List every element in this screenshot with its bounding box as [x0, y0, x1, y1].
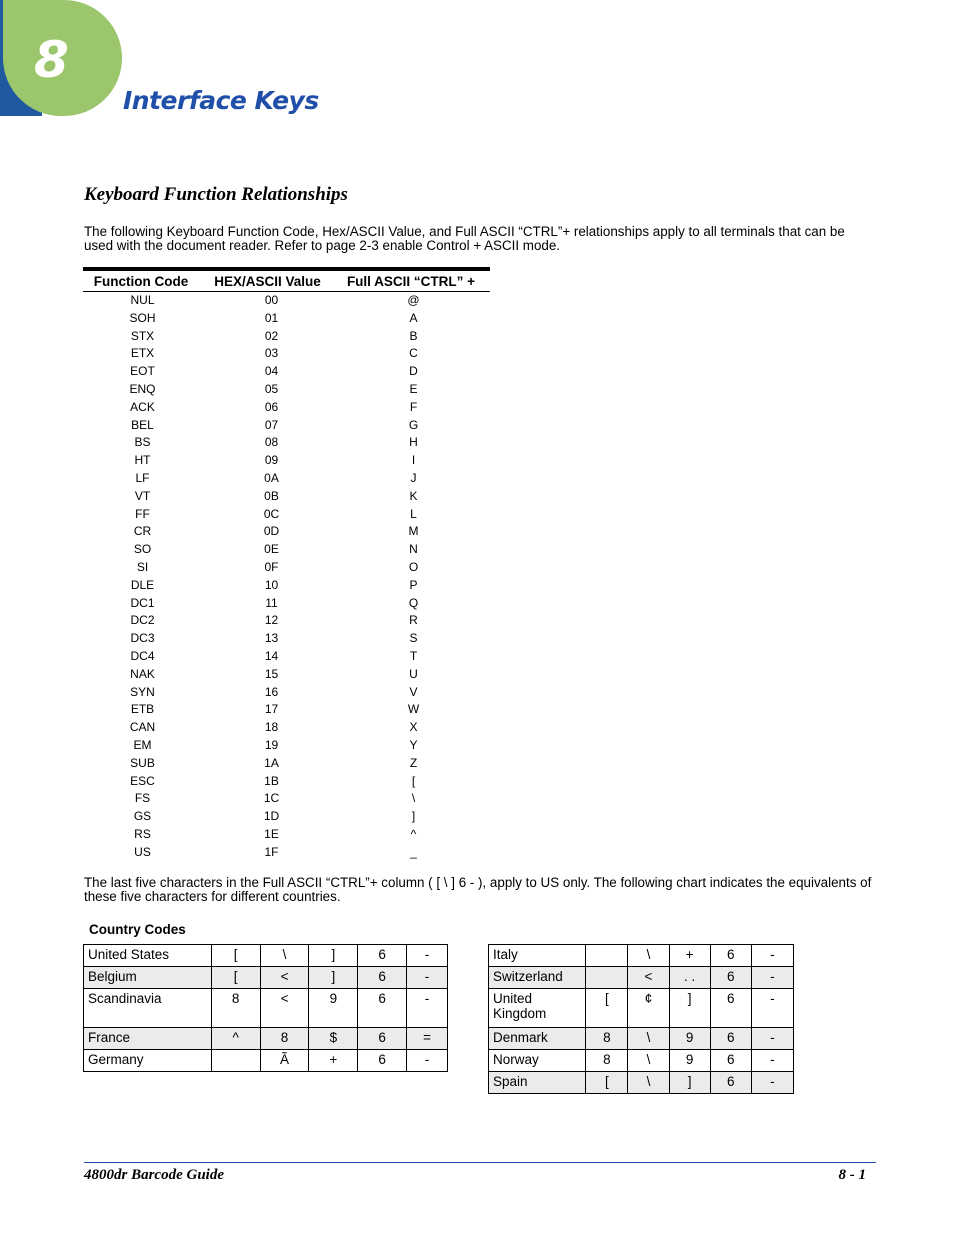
country-char-cell: 8	[586, 1028, 628, 1050]
country-codes-label: Country Codes	[89, 922, 186, 937]
table-row	[83, 470, 490, 488]
country-char-cell: -	[407, 989, 448, 1028]
table-row	[83, 773, 490, 791]
function-code-cell: SUB	[130, 755, 155, 770]
country-char-cell: 6	[358, 967, 407, 989]
ctrl-char-cell: D	[409, 364, 418, 379]
ctrl-char-cell: J	[410, 470, 417, 485]
function-code-cell: HT	[134, 453, 151, 468]
hex-value-cell: 0B	[264, 488, 279, 503]
country-char-cell: 8	[211, 989, 260, 1028]
ctrl-char-cell: ^	[410, 826, 417, 841]
ctrl-char-cell: U	[409, 666, 418, 681]
country-row	[489, 967, 794, 989]
hex-value-cell: 1C	[263, 791, 280, 806]
country-row	[489, 1072, 794, 1094]
hex-value-cell: 0A	[264, 470, 279, 485]
hex-value-cell: 0C	[263, 506, 280, 521]
function-code-cell: DC2	[130, 613, 155, 628]
ctrl-char-cell: N	[409, 542, 418, 557]
table-row	[83, 595, 490, 613]
table-row	[83, 737, 490, 755]
country-row	[84, 1028, 448, 1050]
hex-value-cell: 18	[264, 720, 279, 735]
table-row	[83, 488, 490, 506]
ctrl-char-cell: Y	[409, 737, 418, 752]
table-row	[83, 684, 490, 702]
function-code-cell: ACK	[130, 399, 155, 414]
function-code-cell: FF	[135, 506, 150, 521]
country-char-cell: +	[309, 1050, 358, 1072]
intro-paragraph: The following Keyboard Function Code, Hex/ASCII Value, and Full ASCII “CTRL”+ relationships apply to all terminals that can be used with the document reader. Refer to page 2-3 enable Control + ASCII mode.	[84, 224, 845, 253]
ctrl-char-cell: X	[409, 720, 418, 735]
country-char-cell: 6	[710, 1050, 751, 1072]
country-row	[489, 1028, 794, 1050]
function-code-cell: STX	[130, 328, 155, 343]
function-code-cell: ENQ	[129, 381, 156, 396]
hex-value-cell: 02	[264, 328, 279, 343]
table-row	[83, 612, 490, 630]
hex-value-cell: 1D	[263, 809, 280, 824]
page-number: 8 - 1	[838, 1167, 866, 1183]
ctrl-char-cell: A	[409, 310, 418, 325]
hex-value-cell: 1E	[264, 826, 279, 841]
country-char-cell: -	[407, 967, 448, 989]
hex-value-cell: 08	[264, 435, 279, 450]
table-row	[83, 345, 490, 363]
country-char-cell: 6	[358, 1028, 407, 1050]
country-char-cell: \	[628, 1072, 669, 1094]
country-char-cell: Ã	[260, 1050, 309, 1072]
function-code-cell: CAN	[129, 720, 156, 735]
country-char-cell: 6	[358, 945, 407, 967]
country-char-cell: 6	[710, 945, 751, 967]
country-char-cell: 8	[260, 1028, 309, 1050]
country-char-cell: <	[260, 967, 309, 989]
table-row	[83, 648, 490, 666]
country-char-cell: 6	[710, 1072, 751, 1094]
function-code-cell: SI	[136, 559, 149, 574]
country-char-cell: . .	[669, 967, 710, 989]
table-row	[83, 506, 490, 524]
ctrl-char-cell: S	[409, 631, 418, 646]
ctrl-char-cell: F	[409, 399, 418, 414]
function-code-cell: BS	[134, 435, 151, 450]
hex-value-cell: 07	[264, 417, 279, 432]
ctrl-char-cell: G	[408, 417, 419, 432]
function-table-header	[83, 271, 490, 292]
function-code-cell: SOH	[129, 310, 156, 325]
function-code-cell: DC4	[130, 648, 155, 663]
country-name-cell: United States	[84, 945, 212, 967]
function-code-cell: CR	[133, 524, 152, 539]
table-row	[83, 826, 490, 844]
ctrl-char-cell: I	[411, 453, 416, 468]
country-char-cell	[586, 967, 628, 989]
hex-value-cell: 0D	[263, 524, 280, 539]
function-code-cell: RS	[134, 826, 151, 841]
hex-value-cell: 17	[264, 702, 279, 717]
country-char-cell: <	[260, 989, 309, 1028]
hex-value-cell: 13	[264, 631, 279, 646]
country-name-cell: Norway	[489, 1050, 586, 1072]
table-row	[83, 328, 490, 346]
ctrl-char-cell: K	[409, 488, 418, 503]
header-hex-ascii: HEX/ASCII Value	[214, 273, 321, 289]
function-code-cell: ESC	[130, 773, 155, 788]
ctrl-char-cell: T	[409, 648, 418, 663]
hex-value-cell: 06	[264, 399, 279, 414]
country-char-cell: $	[309, 1028, 358, 1050]
country-char-cell: [	[211, 967, 260, 989]
country-char-cell: ^	[211, 1028, 260, 1050]
country-char-cell: ]	[309, 945, 358, 967]
function-code-cell: SYN	[130, 684, 155, 699]
ctrl-char-cell: \	[411, 791, 416, 806]
ctrl-char-cell: E	[409, 381, 418, 396]
hex-value-cell: 16	[264, 684, 279, 699]
chapter-title: Interface Keys	[123, 86, 319, 115]
country-row	[84, 989, 448, 1028]
hex-value-cell: 03	[264, 346, 279, 361]
country-char-cell: 9	[669, 1028, 710, 1050]
function-code-cell: DC1	[130, 595, 155, 610]
table-row	[83, 434, 490, 452]
table-row	[83, 666, 490, 684]
ctrl-char-cell: H	[409, 435, 418, 450]
country-char-cell: 8	[586, 1050, 628, 1072]
ctrl-char-cell: V	[409, 684, 418, 699]
function-code-cell: VT	[134, 488, 151, 503]
country-name-cell: Denmark	[489, 1028, 586, 1050]
country-char-cell: <	[628, 967, 669, 989]
hex-value-cell: 1B	[264, 773, 279, 788]
hex-value-cell: 00	[264, 293, 279, 307]
country-char-cell: ]	[669, 989, 710, 1028]
country-name-cell: United Kingdom	[489, 989, 586, 1028]
country-char-cell: -	[407, 945, 448, 967]
country-char-cell: ]	[309, 967, 358, 989]
function-code-cell: GS	[133, 809, 152, 824]
hex-value-cell: 05	[264, 381, 279, 396]
country-char-cell: ]	[669, 1072, 710, 1094]
table-row	[83, 363, 490, 381]
country-table-left	[83, 944, 448, 1072]
ctrl-char-cell: Z	[409, 755, 418, 770]
country-name-cell: Germany	[84, 1050, 212, 1072]
ctrl-char-cell: _	[410, 844, 417, 859]
ctrl-char-cell: P	[409, 577, 418, 592]
country-char-cell: -	[751, 945, 793, 967]
hex-value-cell: 04	[264, 364, 279, 379]
ctrl-char-cell: M	[408, 524, 419, 539]
country-char-cell: [	[586, 1072, 628, 1094]
table-row	[83, 844, 490, 862]
table-row	[83, 310, 490, 328]
function-code-cell: NUL	[130, 293, 155, 307]
hex-value-cell: 1F	[264, 844, 279, 859]
hex-value-cell: 15	[264, 666, 279, 681]
function-code-cell: EOT	[130, 364, 155, 379]
hex-value-cell: 12	[264, 613, 279, 628]
function-table-body	[83, 292, 490, 862]
country-char-cell: =	[407, 1028, 448, 1050]
table-row	[83, 719, 490, 737]
function-code-cell: DC3	[130, 631, 155, 646]
country-char-cell: 6	[710, 1028, 751, 1050]
function-code-cell: FS	[134, 791, 151, 806]
function-code-cell: US	[134, 844, 151, 859]
country-char-cell: -	[751, 1050, 793, 1072]
table-row	[83, 292, 490, 310]
table-row	[83, 417, 490, 435]
function-code-cell: SO	[133, 542, 152, 557]
chapter-number: 8	[34, 31, 69, 89]
table-row	[83, 452, 490, 470]
country-char-cell	[211, 1050, 260, 1072]
header-full-ascii: Full ASCII “CTRL” +	[346, 273, 476, 289]
country-name-cell: Switzerland	[489, 967, 586, 989]
country-char-cell: 6	[710, 989, 751, 1028]
country-char-cell: 6	[358, 1050, 407, 1072]
country-char-cell: \	[628, 1028, 669, 1050]
country-row	[489, 1050, 794, 1072]
table-row	[83, 808, 490, 826]
country-char-cell	[586, 945, 628, 967]
table-row	[83, 541, 490, 559]
table-row	[83, 630, 490, 648]
ctrl-char-cell: O	[408, 559, 419, 574]
country-char-cell: [	[586, 989, 628, 1028]
function-code-cell: ETX	[130, 346, 155, 361]
country-char-cell: -	[751, 1072, 793, 1094]
table-row	[83, 701, 490, 719]
table-row	[83, 755, 490, 773]
country-char-cell: -	[751, 967, 793, 989]
country-char-cell: 6	[358, 989, 407, 1028]
country-char-cell: +	[669, 945, 710, 967]
country-char-cell: \	[260, 945, 309, 967]
section-heading: Keyboard Function Relationships	[84, 184, 348, 205]
country-char-cell: \	[628, 945, 669, 967]
ctrl-char-cell: B	[409, 328, 418, 343]
ctrl-char-cell: @	[407, 293, 420, 307]
header-function-code: Function Code	[93, 273, 189, 289]
country-char-cell: [	[211, 945, 260, 967]
hex-value-cell: 1A	[264, 755, 279, 770]
table-row	[83, 559, 490, 577]
country-row	[84, 1050, 448, 1072]
country-row	[84, 945, 448, 967]
country-name-cell: Spain	[489, 1072, 586, 1094]
note-paragraph: The last five characters in the Full ASCII “CTRL”+ column ( [ \ ] 6 - ), apply to US only. The following chart indicates the equivalents of these five characters for different countries.	[84, 875, 872, 904]
table-row	[83, 523, 490, 541]
country-row	[84, 967, 448, 989]
function-code-cell: BEL	[131, 417, 154, 432]
footer-title: 4800dr Barcode Guide	[84, 1167, 224, 1183]
country-char-cell: 9	[309, 989, 358, 1028]
ctrl-char-cell: ]	[411, 809, 416, 824]
hex-value-cell: 0F	[264, 559, 279, 574]
function-code-cell: ETB	[130, 702, 155, 717]
country-row	[489, 989, 794, 1028]
country-char-cell: ¢	[628, 989, 669, 1028]
country-char-cell: 6	[710, 967, 751, 989]
country-name-cell: Italy	[489, 945, 586, 967]
function-code-cell: EM	[133, 737, 152, 752]
footer-rule	[84, 1162, 876, 1163]
table-row	[83, 790, 490, 808]
country-name-cell: Scandinavia	[84, 989, 212, 1028]
function-code-cell: DLE	[130, 577, 155, 592]
ctrl-char-cell: Q	[408, 595, 419, 610]
hex-value-cell: 01	[264, 310, 279, 325]
country-char-cell: \	[628, 1050, 669, 1072]
country-char-cell: -	[751, 989, 793, 1028]
country-char-cell: 9	[669, 1050, 710, 1072]
table-row	[83, 577, 490, 595]
ctrl-char-cell: W	[407, 702, 420, 717]
country-name-cell: France	[84, 1028, 212, 1050]
table-row	[83, 399, 490, 417]
hex-value-cell: 11	[265, 595, 278, 610]
country-table-right	[488, 944, 794, 1094]
ctrl-char-cell: [	[411, 773, 416, 788]
hex-value-cell: 10	[264, 577, 279, 592]
function-code-cell: NAK	[130, 666, 155, 681]
country-char-cell: -	[751, 1028, 793, 1050]
function-code-cell: LF	[135, 470, 150, 485]
country-name-cell: Belgium	[84, 967, 212, 989]
ctrl-char-cell: C	[409, 346, 418, 361]
hex-value-cell: 19	[264, 737, 279, 752]
function-table	[83, 267, 490, 862]
hex-value-cell: 14	[264, 648, 279, 663]
table-row	[83, 381, 490, 399]
ctrl-char-cell: R	[409, 613, 418, 628]
country-row	[489, 945, 794, 967]
ctrl-char-cell: L	[410, 506, 417, 521]
hex-value-cell: 09	[264, 453, 279, 468]
hex-value-cell: 0E	[264, 542, 279, 557]
country-char-cell: -	[407, 1050, 448, 1072]
